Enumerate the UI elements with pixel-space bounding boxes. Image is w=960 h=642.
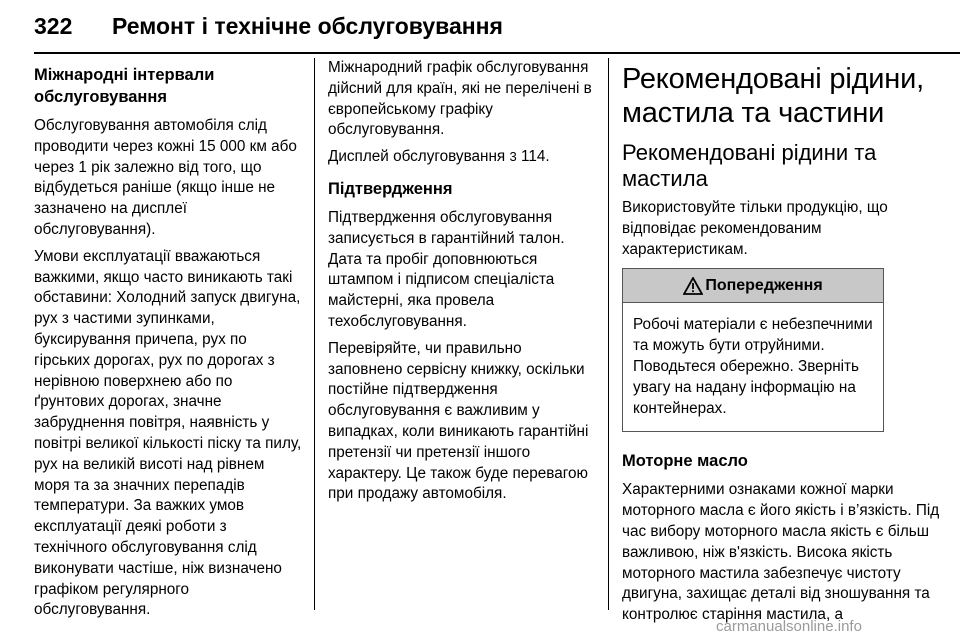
column-divider <box>608 58 609 610</box>
paragraph-service-display-ref <box>328 147 596 168</box>
page-header <box>34 0 960 52</box>
paragraph: Перевіряйте, чи правильно заповнено сервісну книжку, оскільки постійне підтвердження обслуговування є важливим у випадках, коли виникають гарантійні претензії чи претензії іншого характеру. Це також буде перевагою при продажу автомобіля. <box>328 339 589 503</box>
chapter-title: Ремонт і технічне обслуговування <box>112 12 503 39</box>
warning-header <box>623 269 883 303</box>
warning-text: Робочі матеріали є небезпечними та можуть бути отруйними. Поводьтеся обережно. Зверніть увагу на надану інформацію на контейнерах. <box>633 316 873 417</box>
paragraph: Міжнародний графік обслуговування дійсний для країн, які не перелічені в європейському графіку обслуговування. <box>328 59 592 139</box>
section-title: Рекомендовані рідини, мастила та частини <box>622 63 924 129</box>
watermark: carmanualsonline.info <box>716 618 862 635</box>
ref-text: Дисплей обслуговування <box>328 148 506 166</box>
warning-box <box>622 268 884 432</box>
warning-title: Попередження <box>705 276 823 294</box>
warning-triangle-icon <box>683 277 703 295</box>
page-number: 322 <box>34 12 73 39</box>
column-middle <box>328 58 596 511</box>
column-right <box>622 58 942 632</box>
paragraph: Обслуговування автомобіля слід проводити через кожні 15 000 км або через 1 рік залежно від того, що відбудеться раніше (якщо інше не зазначено на дисплеї обслуговування). <box>34 117 297 238</box>
section-heading-intervals: Міжнародні інтервали обслуговування <box>34 66 215 106</box>
section-heading-engine-oil: Моторне масло <box>622 452 748 471</box>
paragraph: Використовуйте тільки продукцію, що відповідає рекомендованим характеристикам. <box>622 199 888 258</box>
section-heading-confirmation: Підтвердження <box>328 179 453 198</box>
paragraph: Характерними ознаками кожної марки моторного масла є його якість і в’язкість. Під час вибору моторного масла якість є більш важливою, ніж в'язкість. Висока якість моторного мастила забезпечує чистоту двигуна, захищає деталі від зношування та контролює старіння мастила, а <box>622 481 940 624</box>
section-subtitle: Рекомендовані рідини та мастила <box>622 140 877 191</box>
paragraph: Підтвердження обслуговування записується в гарантійний талон. Дата та пробіг доповнюються штампом і підписом спеціаліста майстерні, яка провела техобслуговування. <box>328 208 565 330</box>
header-rule <box>34 52 960 54</box>
ref-page[interactable]: 114. <box>520 148 550 166</box>
page-reference-icon[interactable]: 3 <box>509 149 517 165</box>
column-divider <box>314 58 315 610</box>
paragraph: Умови експлуатації вважаються важкими, якщо часто виникають такі обставини: Холодний запуск двигуна, рух з частими зупинками, буксирування причепа, рух по гірських дорогах, рух по дорогах з нерівною поверхнею або по ґрунтових дорогах, значне забруднення повітря, наявність у повітрі великої кількості піску та пилу, рух на великій висоті над рівнем моря та за значних перепадів температури. За важких умов експлуатації деякі роботи з технічного обслуговування слід виконувати частіше, ніж визначено графіком регулярного обслуговування. <box>34 247 302 619</box>
column-left <box>34 58 302 627</box>
